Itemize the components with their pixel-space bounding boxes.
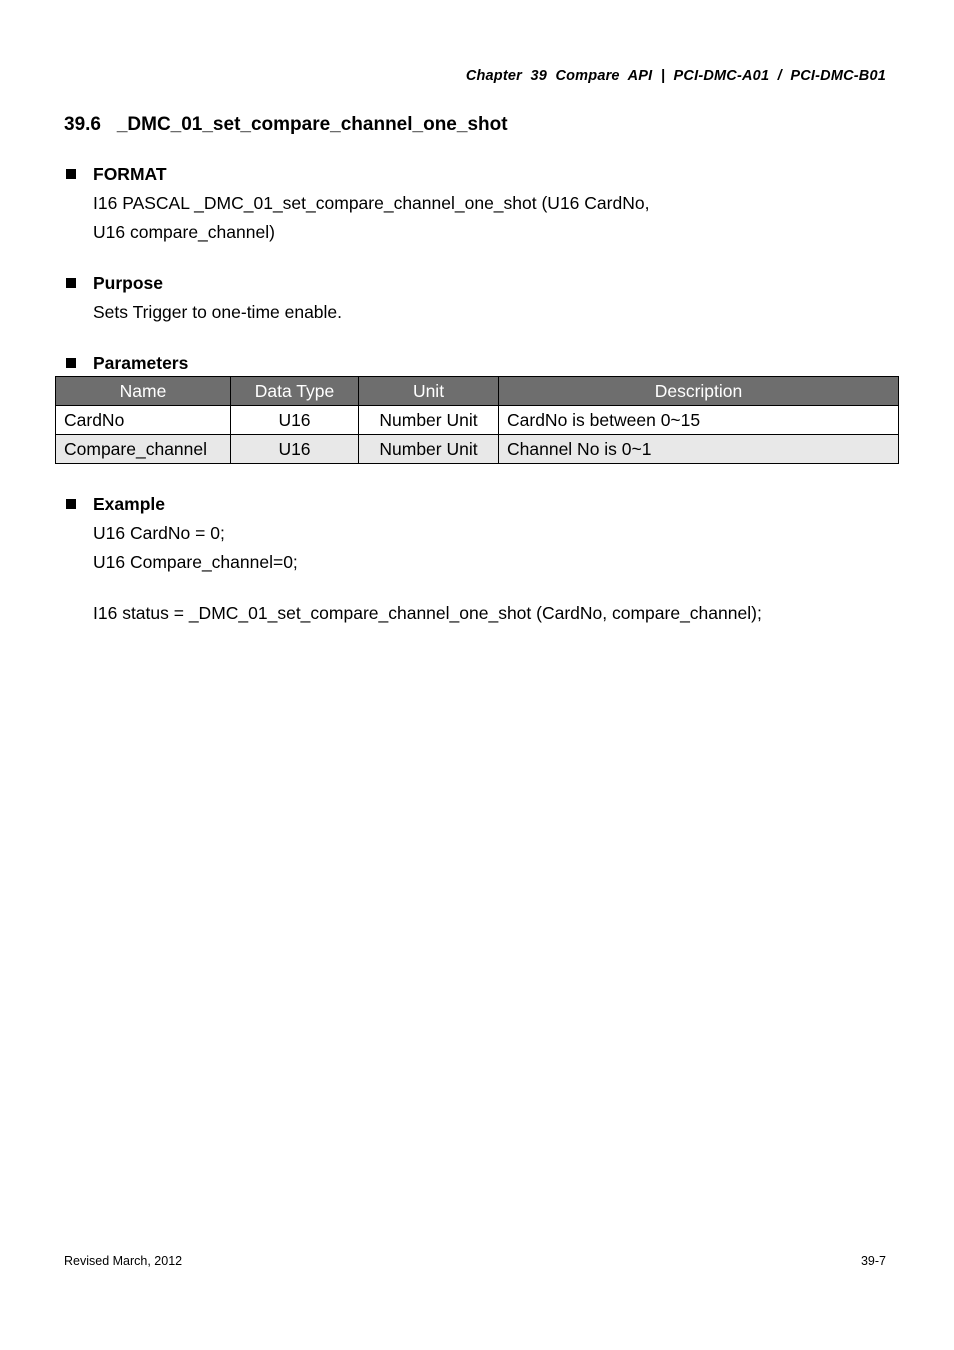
table-header-row bbox=[56, 377, 899, 406]
purpose-text: Sets Trigger to one-time enable. bbox=[93, 302, 343, 322]
parameters-heading: Parameters bbox=[93, 352, 189, 373]
parameters-heading-row bbox=[64, 351, 188, 375]
example-heading: Example bbox=[93, 493, 165, 514]
param-unit: Number Unit bbox=[359, 435, 499, 464]
param-name: CardNo bbox=[56, 406, 231, 435]
param-name: Compare_channel bbox=[56, 435, 231, 464]
section-title bbox=[64, 114, 508, 136]
parameters-section bbox=[64, 351, 188, 375]
purpose-heading: Purpose bbox=[93, 272, 164, 293]
parameters-table bbox=[55, 376, 899, 464]
example-call: I16 status = _DMC_01_set_compare_channel_one_shot (CardNo, compare_channel); bbox=[93, 603, 762, 623]
table-row bbox=[56, 435, 899, 464]
purpose-section bbox=[64, 271, 342, 327]
param-unit: Number Unit bbox=[359, 406, 499, 435]
square-bullet-icon bbox=[66, 358, 76, 368]
chapter-header: Chapter 39 Compare API | PCI-DMC-A01 / PCI-DMC-B01 bbox=[465, 68, 886, 84]
section-function-name: _DMC_01_set_compare_channel_one_shot bbox=[116, 114, 508, 135]
param-description: Channel No is 0~1 bbox=[499, 435, 899, 464]
column-header-description: Description bbox=[499, 377, 899, 406]
example-section bbox=[64, 492, 762, 628]
example-heading-row bbox=[64, 492, 762, 516]
section-number: 39.6 bbox=[64, 114, 101, 135]
format-line-2: U16 compare_channel) bbox=[93, 222, 275, 242]
footer-revision: Revised March, 2012 bbox=[64, 1254, 183, 1268]
footer-page-number: 39-7 bbox=[860, 1254, 886, 1268]
square-bullet-icon bbox=[66, 499, 76, 509]
param-data-type: U16 bbox=[231, 406, 359, 435]
column-header-unit: Unit bbox=[359, 377, 499, 406]
format-section bbox=[64, 162, 649, 247]
example-line-2: U16 Compare_channel=0; bbox=[93, 552, 298, 572]
format-heading: FORMAT bbox=[93, 163, 167, 184]
purpose-heading-row bbox=[64, 271, 342, 295]
param-data-type: U16 bbox=[231, 435, 359, 464]
column-header-data-type: Data Type bbox=[231, 377, 359, 406]
table-row bbox=[56, 406, 899, 435]
square-bullet-icon bbox=[66, 278, 76, 288]
column-header-name: Name bbox=[56, 377, 231, 406]
example-line-1: U16 CardNo = 0; bbox=[93, 523, 225, 543]
param-description: CardNo is between 0~15 bbox=[499, 406, 899, 435]
square-bullet-icon bbox=[66, 169, 76, 179]
format-line-1: I16 PASCAL _DMC_01_set_compare_channel_one_shot (U16 CardNo, bbox=[93, 193, 650, 213]
format-heading-row bbox=[64, 162, 649, 186]
